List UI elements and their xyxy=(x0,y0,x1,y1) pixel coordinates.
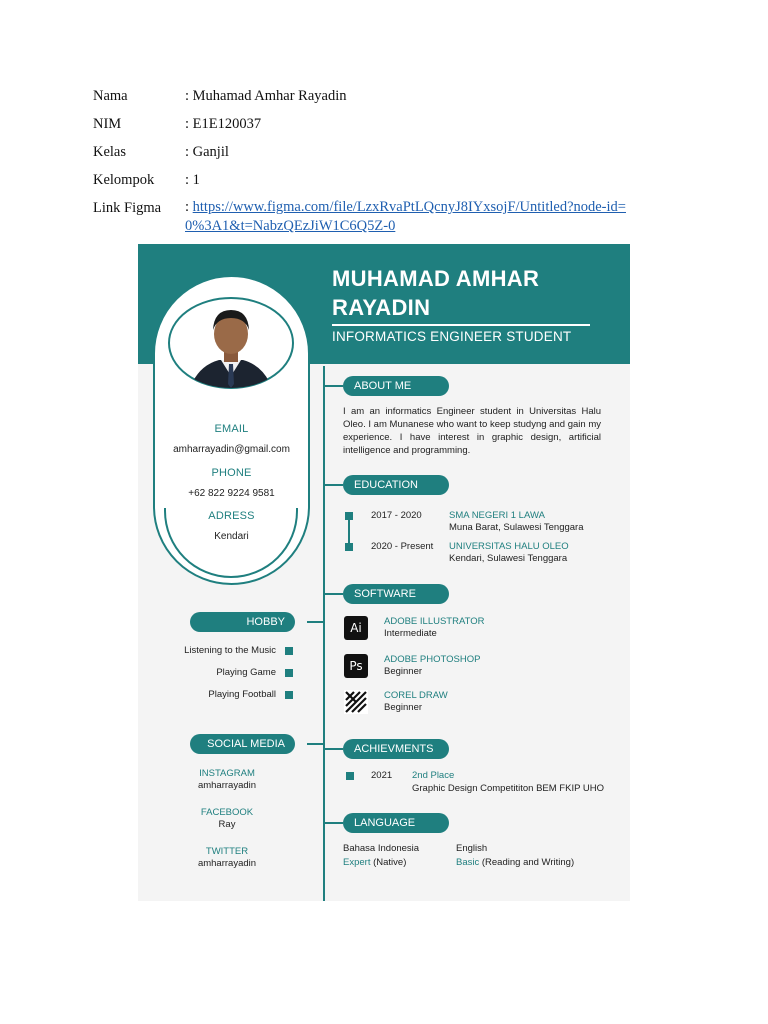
achievements-connector xyxy=(325,748,343,750)
achievement-year: 2021 xyxy=(371,770,393,781)
education-marker xyxy=(345,543,353,551)
hobby-bullet xyxy=(285,691,293,699)
figma-link[interactable]: https://www.figma.com/file/LzxRvaPtLQcnyJ8IYxsojF/Untitled?node-id=0%3A1&t=NabzQEzJiW1C6Q5Z-0 xyxy=(185,199,626,234)
info-value: : Ganjil xyxy=(185,144,229,160)
facebook-handle: Ray xyxy=(218,819,236,830)
about-text: I am an informatics Engineer student in Universitas Halu Oleo. I am Munanese who want to keep studyng and gain my experience. I have interest in graphic design, artificial intelligence and programming. xyxy=(343,406,601,456)
email-label: EMAIL xyxy=(214,423,249,435)
software-connector xyxy=(325,593,343,595)
language-level-key: Basic xyxy=(456,857,480,868)
education-years: 2020 - Present xyxy=(371,541,434,552)
profile-photo xyxy=(167,296,295,391)
cv-full-name xyxy=(332,264,622,322)
info-label: NIM xyxy=(93,116,122,132)
facebook-label: FACEBOOK xyxy=(200,807,254,818)
hobby-item: Listening to the Music xyxy=(184,645,276,656)
education-place: Muna Barat, Sulawesi Tenggara xyxy=(449,522,584,533)
instagram-label: INSTAGRAM xyxy=(199,768,255,779)
cv-name-line: MUHAMAD AMHAR xyxy=(332,266,540,291)
software-level: Intermediate xyxy=(384,628,437,639)
social-connector xyxy=(307,743,323,745)
photoshop-icon: Ps xyxy=(344,654,368,678)
illustrator-icon: Ai xyxy=(344,616,368,640)
about-connector xyxy=(325,385,343,387)
software-name: ADOBE ILLUSTRATOR xyxy=(384,616,485,627)
info-label: Link Figma xyxy=(93,200,162,216)
figma-link-row xyxy=(185,198,645,236)
name-underline xyxy=(332,324,590,326)
software-name: COREL DRAW xyxy=(384,690,448,701)
document-header xyxy=(0,0,768,240)
language-name: English xyxy=(456,843,488,854)
address-value: Kendari xyxy=(214,531,249,542)
hobby-bullet xyxy=(285,647,293,655)
language-heading: LANGUAGE xyxy=(343,813,449,833)
education-connector xyxy=(325,484,343,486)
hobby-connector xyxy=(307,621,323,623)
info-value: : 1 xyxy=(185,172,200,188)
link-colon: : xyxy=(185,199,193,215)
language-level-note: (Reading and Writing) xyxy=(479,857,575,868)
education-school: UNIVERSITAS HALU OLEO xyxy=(449,541,569,552)
education-place: Kendari, Sulawesi Tenggara xyxy=(449,553,568,564)
phone-value: +62 822 9224 9581 xyxy=(188,488,275,499)
education-years: 2017 - 2020 xyxy=(371,510,422,521)
education-school: SMA NEGERI 1 LAWA xyxy=(449,510,545,521)
instagram-handle: amharrayadin xyxy=(197,780,257,791)
software-heading: SOFTWARE xyxy=(343,584,449,604)
software-level: Beginner xyxy=(384,702,423,713)
hobby-bullet xyxy=(285,669,293,677)
language-level-key: Expert xyxy=(343,857,371,868)
info-label: Nama xyxy=(93,88,128,104)
info-label: Kelompok xyxy=(93,172,155,188)
hobby-item: Playing Game xyxy=(216,667,276,678)
info-value: : E1E120037 xyxy=(185,116,262,132)
software-level: Beginner xyxy=(384,666,423,677)
achievement-marker xyxy=(346,772,354,780)
language-name: Bahasa Indonesia xyxy=(343,843,420,854)
twitter-label: TWITTER xyxy=(205,846,249,857)
cv-name-line: RAYADIN xyxy=(332,295,431,320)
language-level xyxy=(343,856,406,869)
language-level xyxy=(456,856,574,869)
address-label: ADRESS xyxy=(208,510,255,522)
coreldraw-icon xyxy=(344,690,368,714)
software-name: ADOBE PHOTOSHOP xyxy=(384,654,481,665)
hobby-heading: HOBBY xyxy=(190,612,295,632)
achievements-heading: ACHIEVMENTS xyxy=(343,739,449,759)
about-heading: ABOUT ME xyxy=(343,376,449,396)
cv-canvas xyxy=(138,244,630,901)
phone-label: PHONE xyxy=(211,467,252,479)
achievement-place: 2nd Place xyxy=(412,770,455,781)
education-heading: EDUCATION xyxy=(343,475,449,495)
info-label: Kelas xyxy=(93,144,127,160)
achievement-desc: Graphic Design Competititon BEM FKIP UHO xyxy=(412,783,605,794)
cv-role: INFORMATICS ENGINEER STUDENT xyxy=(332,329,572,344)
twitter-handle: amharrayadin xyxy=(197,858,257,869)
email-value: amharrayadin@gmail.com xyxy=(173,444,290,455)
language-level-note: (Native) xyxy=(370,857,407,868)
education-marker xyxy=(345,512,353,520)
timeline-line xyxy=(323,366,325,901)
social-media-heading: SOCIAL MEDIA xyxy=(190,734,295,754)
hobby-item: Playing Football xyxy=(208,689,276,700)
language-connector xyxy=(325,822,343,824)
info-value: : Muhamad Amhar Rayadin xyxy=(185,88,347,104)
